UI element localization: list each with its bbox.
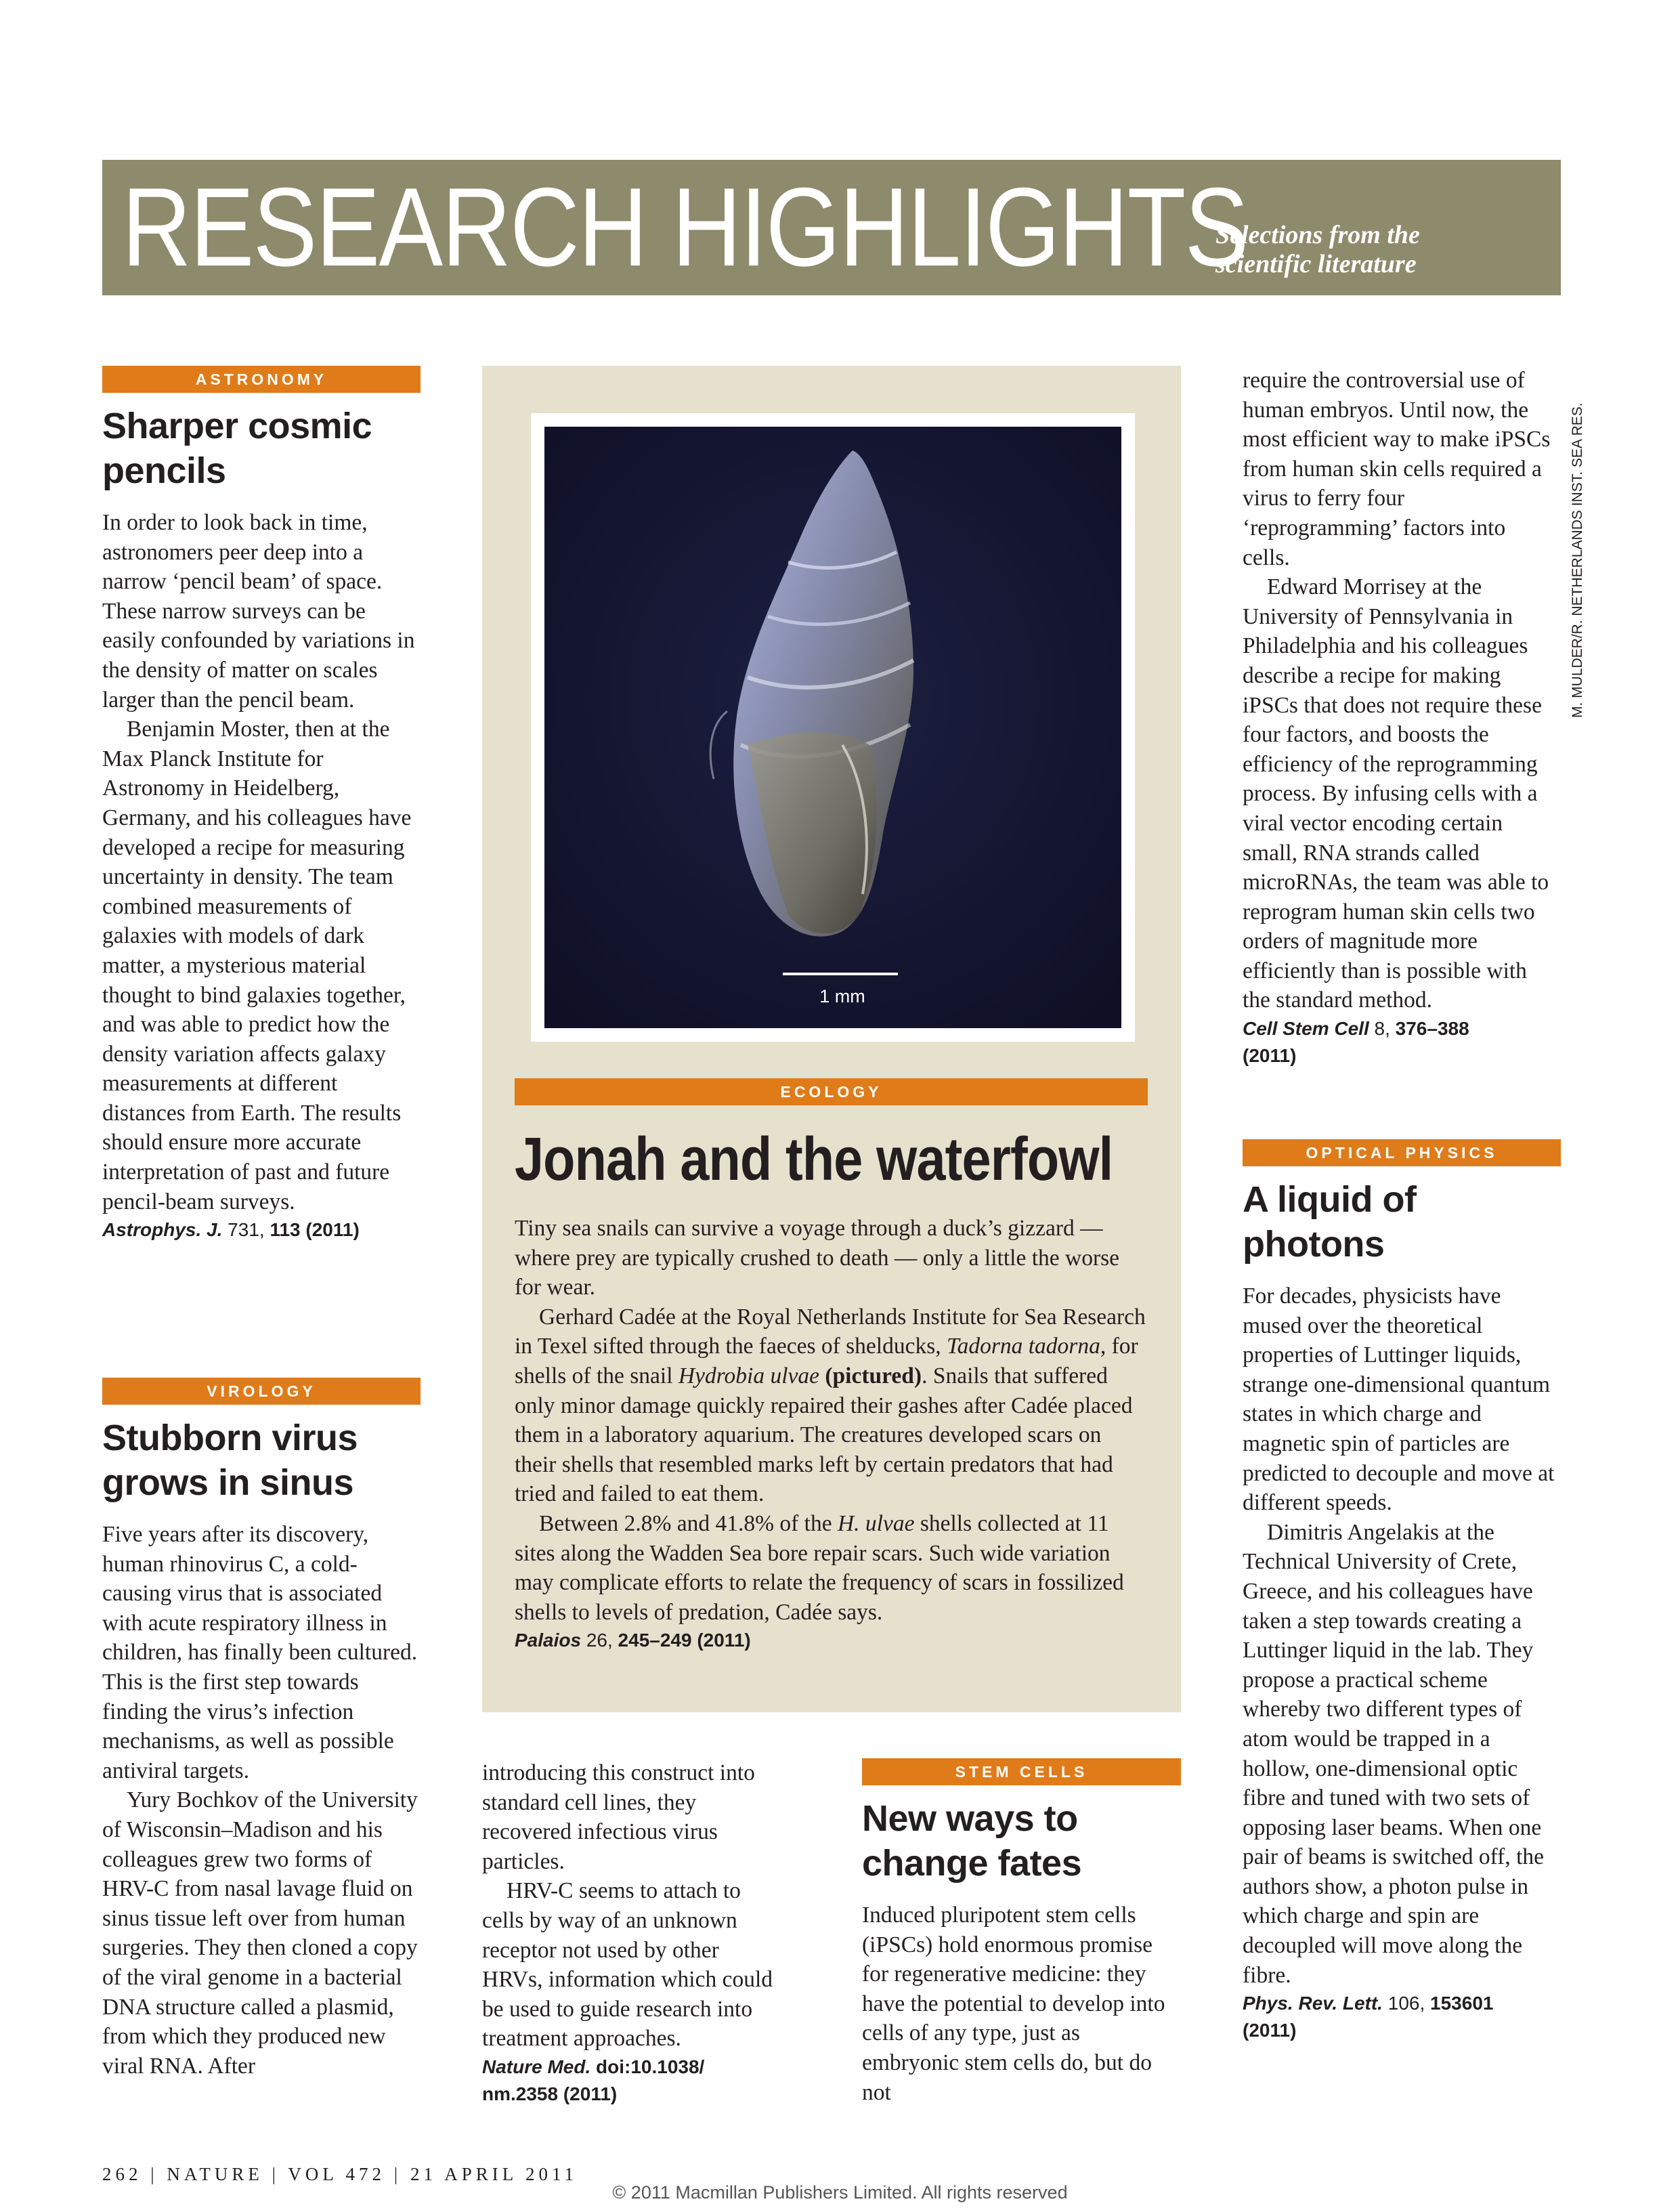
headline-line: grows in sinus [102,1462,354,1503]
subtitle-line-2: scientific literature [1215,250,1417,278]
virology-article [102,1378,421,2081]
headline-line: A liquid of [1243,1179,1417,1220]
page-subtitle [1215,221,1520,279]
citation-year: (2011) [1243,2020,1297,2041]
article-headline: Jonah and the waterfowl [515,1126,1113,1193]
stem-cells-article [862,1758,1181,2107]
article-body [482,1758,780,2054]
headline-line: New ways to [862,1798,1078,1839]
photo-credit: M. MULDER/R. NETHERLANDS INST. SEA RES. [1570,402,1585,718]
citation-pages: 245–249 (2011) [618,1630,751,1651]
text-run: Between 2.8% and 41.8% of the [539,1510,838,1536]
citation-pages: 376–388 [1395,1018,1469,1040]
headline-line: Stubborn virus [102,1418,358,1458]
citation-volume: 26, [581,1630,618,1651]
citation [1243,1015,1554,1069]
scale-label: 1 mm [819,986,865,1006]
citation-pages: 153601 [1430,1993,1494,2014]
species-name: Tadorna tadorna [947,1334,1100,1359]
section-tag: ECOLOGY [515,1078,1148,1105]
citation-year: (2011) [1243,1045,1297,1067]
article-body [102,508,421,1216]
citation [515,1627,1148,1654]
paragraph: Edward Morrisey at the University of Pennsylvania in Philadelphia and his colleagues describe a recipe for making iPSCs that does not require these four factors, and boosts the efficiency of the reprogramming process. By infusing cells with a viral vector encoding certain small, RNA strands called microRNAs, the team was able to reprogram human skin cells two orders of magnitude more efficiently than is possible with the standard method. [1243,574,1549,1013]
text-run: , for shells of the snail [515,1334,1138,1388]
paragraph: Induced pluripotent stem cells (iPSCs) hold enormous promise for regenerative medicine: they have the potential to develop into cells of any type, just as embryonic stem cells do, but do not [862,1903,1165,2105]
citation-journal: Palaios [515,1630,582,1651]
citation-journal: Cell Stem Cell [1243,1018,1369,1040]
citation-journal: Phys. Rev. Lett. [1243,1993,1383,2014]
ecology-article [515,1078,1148,1654]
page-folio: 262 | NATURE | VOL 472 | 21 APRIL 2011 [102,2164,578,2184]
text-run: . Snails that suffered only minor damage quickly repaired their gashes after Cadée placed them in a laboratory aquarium. The creatures developed scars on their shells that resembled marks left by certain predators that had tried and failed to eat them. [515,1363,1133,1507]
citation-journal: Astrophys. J. [102,1219,223,1241]
citation-volume: 106, [1382,1993,1431,2014]
article-body [515,1214,1148,1627]
text-run: shells collected at 11 sites along the Wadden Sea bore repair scars. Such wide variation may complicate efforts to relate the frequency of scars in fossilized shells to levels of predation, Cadée says. [515,1510,1124,1625]
citation-journal: Nature Med. [482,2056,591,2077]
virology-continued [482,1758,780,2108]
species-name: H. ulvae [837,1510,915,1536]
paragraph: introducing this construct into standard cell lines, they recovered infectious virus particles. [482,1760,755,1874]
article-headline [102,404,421,493]
citation [482,2054,780,2108]
citation [1243,1990,1561,2044]
stem-cells-continued [1243,366,1554,1069]
citation-volume: 8, [1369,1018,1396,1040]
species-name: Hydrobia ulvae [678,1363,820,1388]
article-body [1243,366,1554,1015]
section-tag: OPTICAL PHYSICS [1243,1139,1561,1166]
headline-line: change fates [862,1843,1082,1884]
snail-photo-frame [531,413,1135,1042]
paragraph: HRV-C seems to attach to cells by way of an unknown receptor not used by other HRVs, information which could be used to guide research into treatment approaches. [482,1878,773,2052]
article-headline [1243,1177,1561,1267]
section-tag: ASTRONOMY [102,366,421,393]
pictured-note: (pictured) [825,1363,922,1388]
citation-pages: 113 (2011) [270,1219,360,1241]
paragraph: Tiny sea snails can survive a voyage through a duck’s gizzard — where prey are typically crushed to death — only a little the worse for wear. [515,1216,1120,1300]
citation-doi: doi:10.1038/ [590,2056,705,2077]
article-body [1243,1281,1561,1990]
citation [102,1216,421,1244]
paragraph: In order to look back in time, astronomers peer deep into a narrow ‘pencil beam’ of space. These narrow surveys can be easily confounded by variations in the density of matter on scales larger than the pencil beam. [102,510,415,713]
subtitle-line-1: Selections from the [1215,221,1420,249]
section-tag: STEM CELLS [862,1758,1181,1785]
citation-doi: nm.2358 (2011) [482,2083,618,2104]
astronomy-article [102,366,421,1244]
paragraph: Benjamin Moster, then at the Max Planck Institute for Astronomy in Heidelberg, Germany, and his colleagues have developed a recipe for measuring uncertainty in density. The team combined measurements of galaxies with models of dark matter, a mysterious material thought to bind galaxies together, and was able to predict how the density variation affects galaxy measurements at different distances from Earth. The results should ensure more accurate interpretation of past and future pencil-beam surveys. [102,717,412,1214]
paragraph [515,1302,1148,1509]
headline-line: pencils [102,450,226,491]
paragraph [515,1509,1148,1627]
headline-line: Sharper cosmic [102,406,372,446]
article-body [862,1901,1181,2107]
snail-photo [544,427,1121,1028]
article-headline [862,1796,1181,1886]
headline-line: photons [1243,1224,1385,1265]
section-tag: VIROLOGY [102,1378,421,1405]
snail-shell-illustration [544,427,1121,1028]
citation-volume: 731, [222,1219,270,1241]
paragraph: require the controversial use of human embryos. Until now, the most efficient way to make iPSCs from human skin cells required a virus to ferry four ‘reprogramming’ factors into cells. [1243,368,1551,570]
page-title: RESEARCH HIGHLIGHTS [122,165,1248,289]
paragraph: Dimitris Angelakis at the Technical University of Crete, Greece, and his colleagues have taken a step towards creating a Luttinger liquid in the lab. They propose a practical scheme whereby two different types of atom would be trapped in a hollow, one-dimensional optic fibre and tuned with two sets of opposing laser beams. When one pair of beams is switched off, the authors show, a photon pulse in which charge and spin are decoupled will move along the fibre. [1243,1519,1545,1988]
paragraph: Five years after its discovery, human rhinovirus C, a cold-causing virus that is associated with acute respiratory illness in children, has finally been cultured. This is the first step towards finding the virus’s infection mechanisms, as well as possible antiviral targets. [102,1522,418,1783]
article-headline [102,1416,421,1505]
article-body [102,1520,421,2081]
copyright-notice: © 2011 Macmillan Publishers Limited. All rights reserved [612,2182,1068,2203]
paragraph: Yury Bochkov of the University of Wisconsin–Madison and his colleagues grew two forms of HRV-C from nasal lavage fluid on sinus tissue left over from human surgeries. They then cloned a copy of the viral genome in a bacterial DNA structure called a plasmid, from which they produced new viral RNA. After [102,1787,418,2079]
optical-physics-article [1243,1139,1561,2044]
paragraph: For decades, physicists have mused over the theoretical properties of Luttinger liquids, strange one-dimensional quantum states in which charge and magnetic spin of particles are predicted to decouple and move at different speeds. [1243,1283,1555,1516]
text-run: Gerhard Cadée at the Royal Netherlands Institute for Sea Research in Texel sifted through the faeces of shelducks, [515,1304,1146,1359]
